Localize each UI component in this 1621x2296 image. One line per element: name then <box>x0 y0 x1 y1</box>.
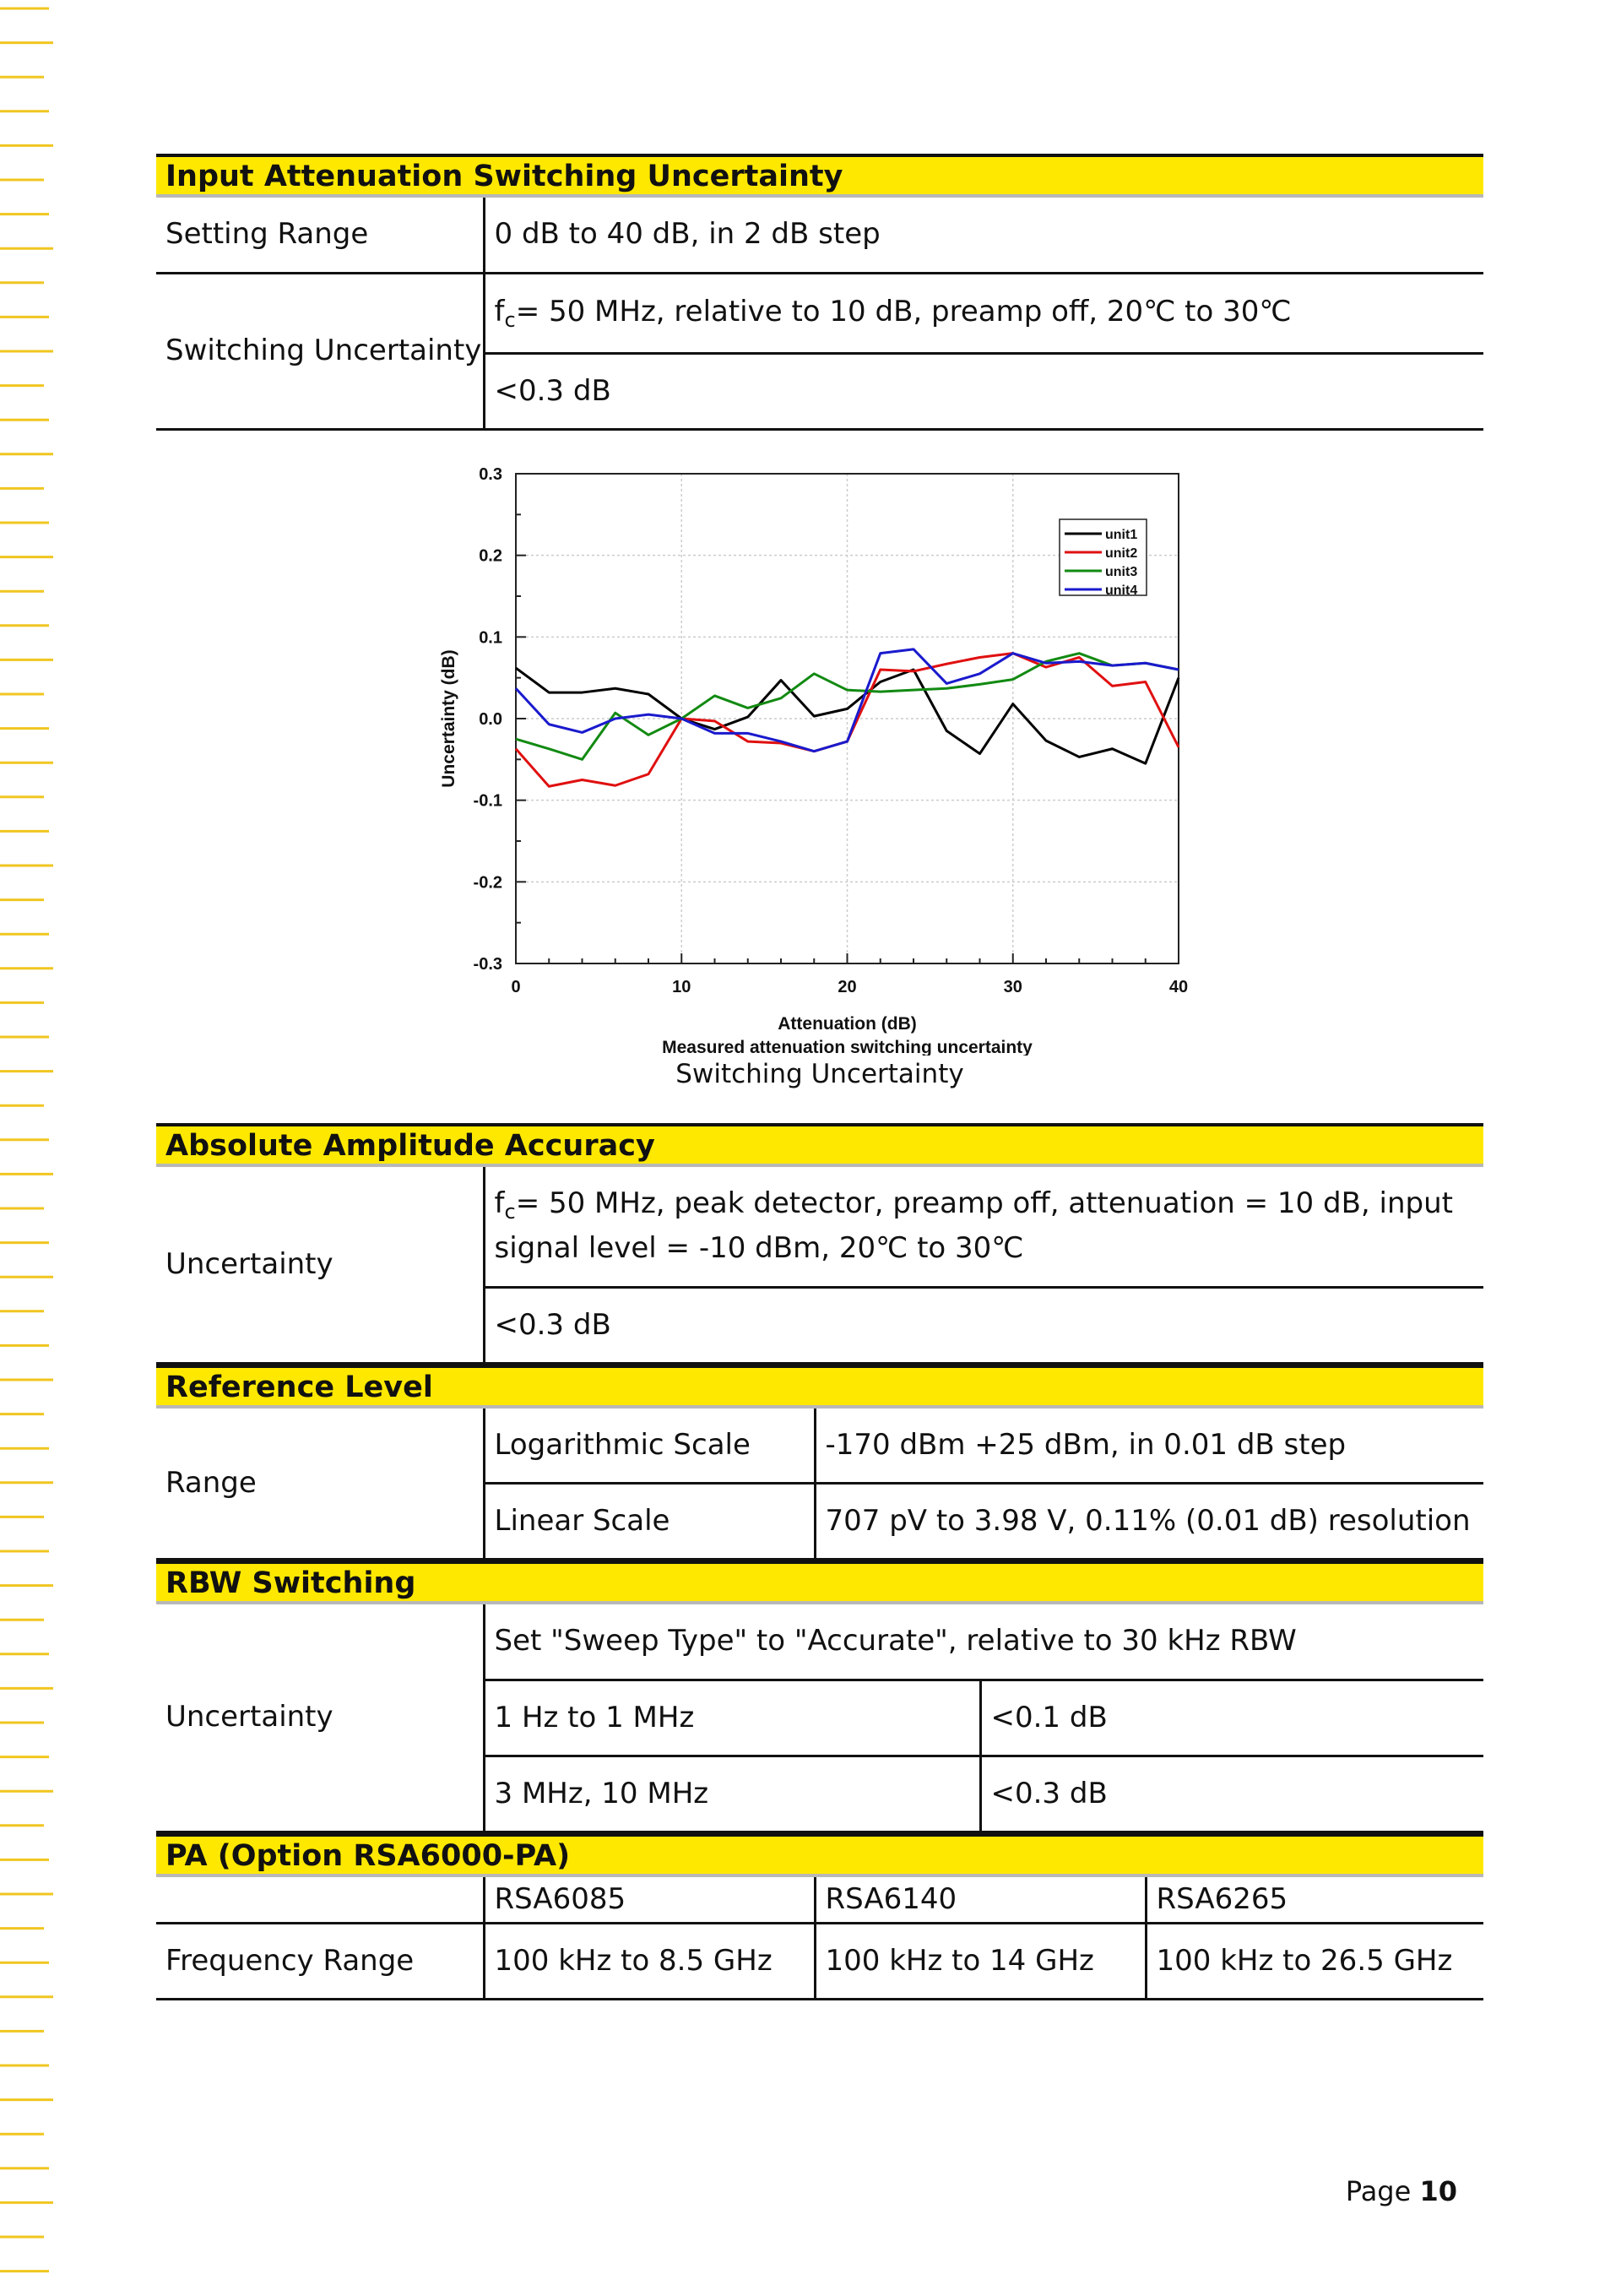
pa-option-table <box>156 1877 1483 2000</box>
switching-uncertainty-label: Switching Uncertainty <box>156 273 484 429</box>
freq-range-1: 100 kHz to 8.5 GHz <box>484 1923 815 1999</box>
y-tick-label: -0.3 <box>473 954 502 974</box>
freq-range-2: 100 kHz to 14 GHz <box>815 1923 1146 1999</box>
legend-label-unit2: unit2 <box>1105 546 1138 561</box>
page-margin-decoration <box>0 0 97 2293</box>
y-tick-label: 0.2 <box>479 546 502 566</box>
rbw-row1-label: 1 Hz to 1 MHz <box>484 1680 980 1756</box>
x-tick-label: 0 <box>511 977 521 996</box>
attenuation-chart <box>156 431 1483 1056</box>
pa-empty-cell <box>156 1877 484 1923</box>
linear-scale-value: 707 pV to 3.98 V, 0.11% (0.01 dB) resolution <box>815 1483 1483 1559</box>
section-header-rbw-switching: RBW Switching <box>156 1561 1483 1604</box>
y-tick-label: 0.1 <box>479 627 502 647</box>
legend-label-unit3: unit3 <box>1105 564 1138 579</box>
switching-uncertainty-condition <box>484 273 1483 353</box>
rbw-uncertainty-label: Uncertainty <box>156 1604 484 1832</box>
condition-text: = 50 MHz, peak detector, preamp off, attenuation = 10 dB, input signal level = -10 dBm, 20℃ to 30℃ <box>494 1186 1453 1266</box>
section-header-absolute-amplitude: Absolute Amplitude Accuracy <box>156 1123 1483 1167</box>
freq-subscript: c <box>504 1200 516 1224</box>
figure-caption: Switching Uncertainty <box>675 1058 964 1089</box>
pa-model-2: RSA6140 <box>815 1877 1146 1923</box>
x-tick-label: 20 <box>838 977 857 996</box>
page-number-value: 10 <box>1419 2175 1457 2207</box>
y-axis-label: Uncertainty (dB) <box>439 649 458 788</box>
freq-symbol: f <box>494 295 505 328</box>
freq-range-3: 100 kHz to 26.5 GHz <box>1146 1923 1483 1999</box>
log-scale-label: Logarithmic Scale <box>484 1409 815 1483</box>
x-tick-label: 30 <box>1003 977 1022 996</box>
log-scale-value: -170 dBm +25 dBm, in 0.01 dB step <box>815 1409 1483 1483</box>
x-axis-label: Attenuation (dB) <box>778 1013 917 1034</box>
pa-model-3: RSA6265 <box>1146 1877 1483 1923</box>
switching-uncertainty-value: <0.3 dB <box>484 353 1483 429</box>
series-line-unit4 <box>516 649 1179 751</box>
abs-uncertainty-condition <box>484 1167 1483 1288</box>
rbw-row1-value: <0.1 dB <box>980 1680 1483 1756</box>
page-number <box>1266 2175 1457 2207</box>
y-tick-label: -0.1 <box>473 791 502 811</box>
setting-range-label: Setting Range <box>156 198 484 273</box>
legend-label-unit1: unit1 <box>1105 527 1138 542</box>
y-tick-label: -0.2 <box>473 872 502 892</box>
margin-lines-graphic <box>0 0 97 2293</box>
freq-symbol: f <box>494 1186 505 1221</box>
y-tick-label: 0.0 <box>479 709 502 729</box>
page-label: Page <box>1345 2175 1412 2207</box>
abs-uncertainty-value: <0.3 dB <box>484 1288 1483 1364</box>
linear-scale-label: Linear Scale <box>484 1483 815 1559</box>
pa-model-1: RSA6085 <box>484 1877 815 1923</box>
setting-range-value: 0 dB to 40 dB, in 2 dB step <box>484 198 1483 273</box>
rbw-row2-value: <0.3 dB <box>980 1756 1483 1832</box>
rbw-condition: Set "Sweep Type" to "Accurate", relative to 30 kHz RBW <box>484 1604 1483 1680</box>
freq-subscript: c <box>504 308 516 332</box>
input-attenuation-table <box>156 198 1483 431</box>
section-header-pa-option: PA (Option RSA6000-PA) <box>156 1833 1483 1877</box>
switching-uncertainty-figure <box>156 431 1483 1123</box>
rbw-switching-table <box>156 1604 1483 1834</box>
rbw-row2-label: 3 MHz, 10 MHz <box>484 1756 980 1832</box>
frequency-range-label: Frequency Range <box>156 1923 484 1999</box>
x-tick-label: 40 <box>1168 977 1189 996</box>
range-label: Range <box>156 1409 484 1559</box>
legend-label-unit4: unit4 <box>1105 583 1138 598</box>
reference-level-table <box>156 1409 1483 1561</box>
chart-title: Measured attenuation switching uncertainty <box>662 1037 1033 1056</box>
y-tick-label: 0.3 <box>479 464 502 484</box>
spec-content <box>156 154 1483 2000</box>
section-header-reference-level: Reference Level <box>156 1365 1483 1409</box>
abs-uncertainty-label: Uncertainty <box>156 1167 484 1364</box>
section-header-input-attenuation: Input Attenuation Switching Uncertainty <box>156 154 1483 198</box>
absolute-amplitude-table <box>156 1167 1483 1365</box>
x-tick-label: 10 <box>672 977 691 996</box>
condition-text: = 50 MHz, relative to 10 dB, preamp off, 20℃ to 30℃ <box>515 295 1292 328</box>
